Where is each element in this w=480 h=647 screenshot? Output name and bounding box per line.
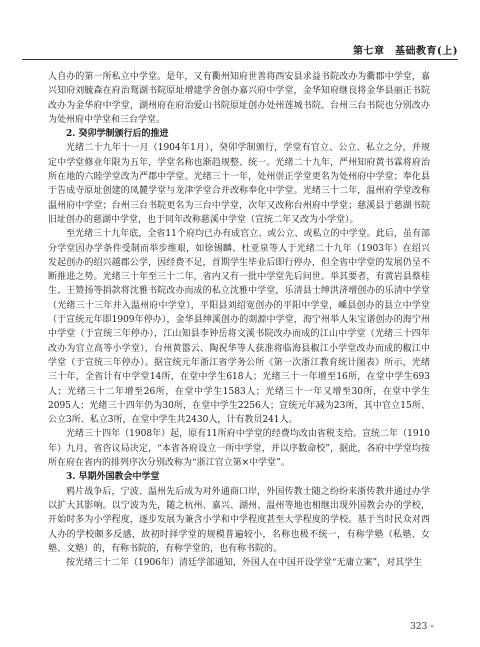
paragraph: 光绪三十四年（1908年）起，原有11所府中学堂的经费均改由省税支给。宣统二年（1910年）九月，省咨议局决定，“本省各府设立一所中学堂，并以序数命校”，据此，各府中学堂均按所在府在省内的排列序次分别改称为“浙江官立第×中学堂”。	[48, 429, 430, 469]
paragraph: 光绪二十九年十一月（1904年1月），癸卯学制颁行，学堂有官立、公立、私立之分，并规定中学堂修业年限为五年，学堂名称也渐趋规整、统一。光绪二十九年，严州知府黄书霖将府治所在地的六睦学堂改为严郡中学堂。光绪三十一年，处州崇正学堂更名为处州府中学堂；奉化县于告成寺原址创建的凤麓学堂与龙津学堂合并改称奉化中学堂。光绪三十二年，温州府学堂改称温州府中学堂；台州三台书院更名为三台中学堂，次年又改称台州府中学堂；慈溪县于慈湖书院旧址创办的慈湖中学堂，也于同年改称慈溪中学堂（宣统二年又改为小学堂）。	[48, 143, 430, 225]
page-footer	[410, 622, 434, 632]
paragraph: 鸦片战争后，宁波、温州先后成为对外通商口岸，外国传教士随之纷纷来浙传教并通过办学以扩大其影响。以宁波为先，随之杭州、嘉兴、湖州、温州等地也相继出现外国教会办的学校，开始时多为小学程度，逐步发展为兼含小学和中学程度甚至大学程度的学校。基于当时民众对西人办的学校颇多反感，故初时择学堂的规模普遍较小，名称也极不统一，有称学塾（私塾、女塾、文塾）的，有称书院的，有称学堂的，也有称书院的。	[48, 486, 430, 554]
paragraph: 按光绪三十二年（1906年）清廷学部通知，外国人在中国开设学堂“无庸立案”，对其学生	[66, 558, 423, 569]
paragraph: 至光绪三十九年底，全省11个府均已办有成官立、或公立、或私立的中学堂。此后，虽有部分学堂因办学条件受制而举步维艰，如徐锡麟、杜亚泉等人于光绪二十九年（1903年）在绍兴发起创办的绍兴越郡公学，因经费不足，首期学生毕业后即行停办，但全省中学堂的发展仍呈不断推进之势。光绪三十年至三十二年，省内又有一批中学堂先后问世。举其要者，有黄岩县蔡桂生、王赞扬等捐款将沈雅书院改办而成的私立沈雅中学堂，乐清县士绅洪济增创办的乐清中学堂（光绪三十三年并入温州府中学堂），平阳县刘绍宽创办的平阳中学堂，嵊县创办的县立中学堂（于宣统元年即1909年停办），金华县绅溪创办的剡源中学堂，海宁州举人朱宝谱创办的海宁州中学堂（于宣统三年停办），江山知县李钟岳将文溪书院改办而成的江山中学堂（光绪三十四年改办为官立高等小学堂），台州黄嚣云、陶祝华等人获准将临海县椒江小学堂改办而成的椒江中学堂（于宣统三年停办）。据宣统元年浙江省学务公所《第一次浙江教育统计图表》所示，光绪三十年，全省计有中学堂14所，在堂中学生618人；光绪三十一年增至16所，在堂中学生693人；光绪三十二年增至26所，在堂中学生1583人；光绪三十一年又增至30所，在堂中学生2095人；光绪三十四年仍为30所，在堂中学生2256人；宣统元年减为23所，其中官立15所、公立3所、私立3所，在堂中学生共2430人，计有教员241人。	[48, 229, 430, 426]
paragraph: 人自办的第一所私立中学堂。是年，又有衢州知府世善将西安县求益书院改办为衢郡中学堂，嘉兴知府刘毓森在府治鸳湖书院原址增建学舍创办嘉兴府中学堂，金华知府继良将金华县丽正书院改办为金华府中学堂，湖州府在府治爱山书院原址创办处州莲城书院、台州三台书院也分别改办为处州府中学堂和三台学堂。	[48, 72, 430, 125]
page-body	[48, 70, 430, 570]
section-heading: 3. 早期外国教会中学堂	[66, 472, 160, 483]
page-number: 323	[410, 622, 428, 632]
header-rule	[22, 59, 458, 60]
chapter-header: 第七章 基础教育(上)	[353, 46, 458, 57]
page-mark: «	[430, 623, 434, 630]
section-heading: 2. 癸卯学制颁行后的推进	[66, 129, 169, 140]
